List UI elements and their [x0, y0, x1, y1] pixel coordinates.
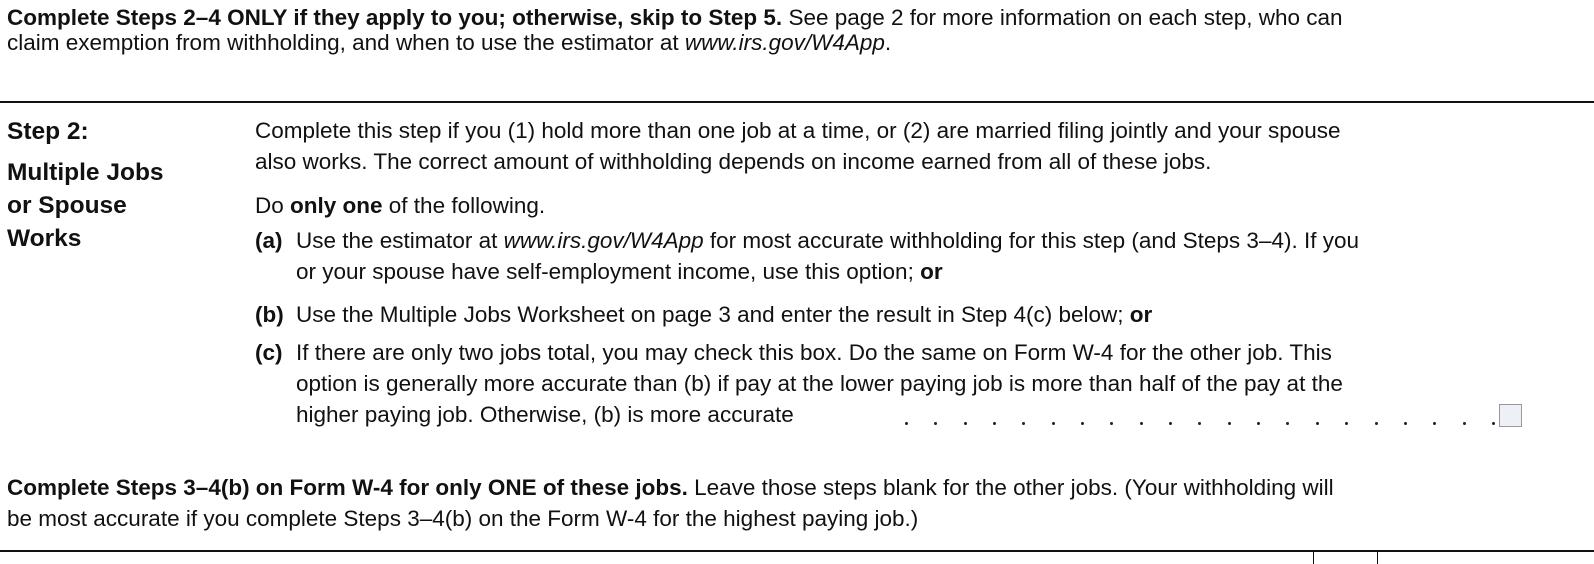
step2-title-1: Multiple Jobs	[7, 159, 164, 186]
intro-text: See page 2 for more information on each step, who can	[782, 5, 1343, 30]
option-a-label: (a)	[255, 228, 283, 253]
option-b-or: or	[1129, 302, 1153, 327]
divider-top	[0, 101, 1594, 103]
step2-title-3: Works	[7, 225, 82, 252]
column-tick-2	[1377, 550, 1378, 564]
option-a-pre: Use the estimator at	[296, 228, 504, 253]
option-c-line-2: option is generally more accurate than (b) if pay at the lower paying job is more than half of the pay at the	[296, 371, 1343, 396]
step2-title-2: or Spouse	[7, 192, 127, 219]
do-only-one	[255, 193, 545, 219]
step2-label: Step 2:	[7, 118, 89, 145]
do-pre: Do	[255, 193, 291, 218]
option-b-marker	[255, 302, 284, 328]
intro-line-2	[7, 30, 891, 56]
step2-para-1: Complete this step if you (1) hold more than one job at a time, or (2) are married filing jointly and your spouse	[255, 118, 1341, 143]
divider-bottom	[0, 550, 1594, 552]
intro-line-1	[7, 5, 1343, 31]
option-a-post: for most accurate withholding for this step (and Steps 3–4). If you	[703, 228, 1359, 253]
column-tick-1	[1313, 550, 1314, 564]
option-c-label: (c)	[255, 340, 283, 365]
option-c-marker	[255, 340, 283, 366]
do-bold: only one	[290, 193, 383, 218]
intro-end: .	[884, 30, 892, 55]
option-a-or: or	[920, 259, 943, 284]
option-a-line-2	[296, 259, 943, 285]
option-a-line-1	[296, 228, 1359, 254]
footer-line-1	[7, 475, 1334, 501]
option-a-link[interactable]: www.irs.gov/W4App	[503, 228, 704, 253]
intro-text-2: claim exemption from withholding, and when to use the estimator at	[7, 30, 685, 55]
option-a-marker	[255, 228, 283, 254]
option-c-line-1: If there are only two jobs total, you may check this box. Do the same on Form W-4 for the other job. This	[296, 340, 1332, 365]
footer-text-1: Leave those steps blank for the other jobs. (Your withholding will	[687, 475, 1334, 500]
option-b-label: (b)	[255, 302, 284, 327]
footer-bold: Complete Steps 3–4(b) on Form W-4 for only ONE of these jobs.	[7, 475, 688, 500]
footer-line-2: be most accurate if you complete Steps 3–4(b) on the Form W-4 for the highest paying job.)	[7, 506, 919, 531]
do-post: of the following.	[382, 193, 546, 218]
dot-leader	[905, 402, 1495, 425]
estimator-link[interactable]: www.irs.gov/W4App	[684, 30, 885, 55]
option-b-text: Use the Multiple Jobs Worksheet on page 3 and enter the result in Step 4(c) below;	[296, 302, 1130, 327]
intro-bold: Complete Steps 2–4 ONLY if they apply to you; otherwise, skip to Step 5.	[7, 5, 783, 30]
step2-para-2: also works. The correct amount of withholding depends on income earned from all of these jobs.	[255, 149, 1212, 174]
option-c-line-3: higher paying job. Otherwise, (b) is more accurate	[296, 402, 794, 427]
option-a-text-2: or your spouse have self-employment income, use this option;	[296, 259, 921, 284]
two-jobs-checkbox[interactable]	[1499, 404, 1522, 427]
option-b-line	[296, 302, 1152, 328]
